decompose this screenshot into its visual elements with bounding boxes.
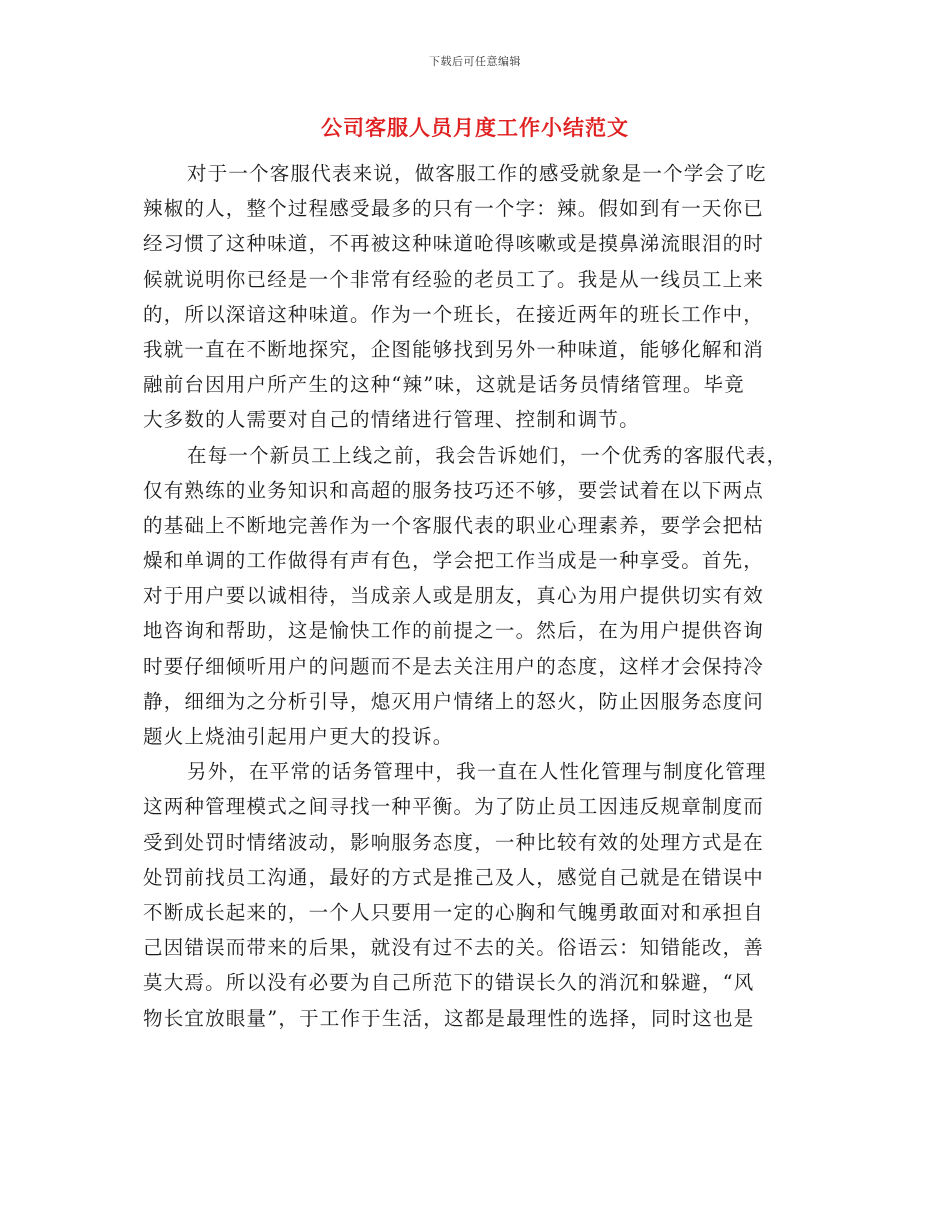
text-line: 己因错误而带来的后果，就没有过不去的关。俗语云：知错能改，善 [143,936,765,960]
text-line: 在每一个新员工上线之前，我会告诉她们，一个优秀的客服代表， [187,443,788,467]
paragraph-2 [143,438,807,755]
paragraph-1 [143,156,807,438]
text-line: 辣椒的人，整个过程感受最多的只有一个字：辣。假如到有一天你已 [143,197,765,221]
page-header-note: 下载后可任意编辑 [429,55,521,68]
text-line: 莫大焉。所以没有必要为自己所范下的错误长久的消沉和躲避，“风 [143,971,755,995]
text-line: 这两种管理模式之间寻找一种平衡。为了防止员工因违反规章制度而 [143,795,765,819]
document-title: 公司客服人员月度工作小结范文 [321,115,629,140]
text-line: 受到处罚时情绪波动，影响服务态度，一种比较有效的处理方式是在 [143,830,765,854]
text-line: 另外，在平常的话务管理中，我一直在人性化管理与制度化管理 [187,760,767,784]
text-line: 时要仔细倾听用户的问题而不是去关注用户的态度，这样才会保持冷 [143,654,765,678]
text-line: 我就一直在不断地探究，企图能够找到另外一种味道，能够化解和消 [143,337,765,361]
text-line: 地咨询和帮助，这是愉快工作的前提之一。然后，在为用户提供咨询 [143,619,765,643]
text-line: 的基础上不断地完善作为一个客服代表的职业心理素养，要学会把枯 [143,513,765,537]
paragraph-3 [143,754,807,1036]
text-line: 对于用户要以诚相待，当成亲人或是朋友，真心为用户提供切实有效 [143,584,765,608]
text-line: 静，细细为之分析引导，熄灭用户情绪上的怒火，防止因服务态度问 [143,689,765,713]
text-line: 候就说明你已经是一个非常有经验的老员工了。我是从一线员工上来 [143,267,765,291]
document-body [143,156,807,1036]
text-line: 对于一个客服代表来说，做客服工作的感受就象是一个学会了吃 [187,162,767,185]
text-line: 燥和单调的工作做得有声有色，学会把工作当成是一种享受。首先， [143,549,765,573]
text-line: 不断成长起来的，一个人只要用一定的心胸和气魄勇敢面对和承担自 [143,900,765,924]
text-line: 题火上烧油引起用户更大的投诉。 [143,725,454,748]
text-line: 物长宜放眼量”，于工作于生活，这都是最理性的选择，同时这也是 [143,1006,755,1030]
text-line: 仅有熟练的业务知识和高超的服务技巧还不够，要尝试着在以下两点 [143,478,765,502]
text-line: 经习惯了这种味道，不再被这种味道呛得咳嗽或是摸鼻涕流眼泪的时 [143,232,765,256]
text-line: 大多数的人需要对自己的情绪进行管理、控制和调节。 [143,408,640,432]
text-line: 融前台因用户所产生的这种“辣”味，这就是话务员情绪管理。毕竟 [143,373,745,397]
text-line: 处罚前找员工沟通，最好的方式是推己及人，感觉自己就是在错误中 [143,865,765,889]
text-line: 的，所以深谙这种味道。作为一个班长，在接近两年的班长工作中， [143,302,765,326]
